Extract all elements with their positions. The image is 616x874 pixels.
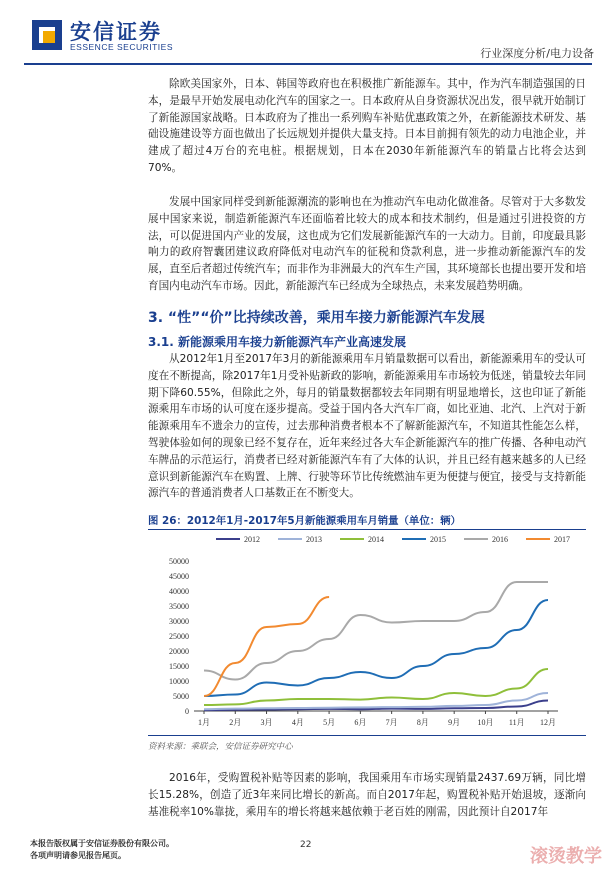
paragraph-developing: 发展中国家同样受到新能源潮流的影响也在为推动汽车电动化做准备。尽管对于大多数发展中国家来说，制造新能源汽车还面临着比较大的成本和技术制约，但是通过引进投资的方法，可以促进国内产业的发展，这也成为它们发展新能源汽车的一大动力。目前，印度最具影响力的政府智囊团建议政府降低对电动汽车的征税和贷款利息，进一步推动新能源汽车的发展，直至后者超过传统汽车；而非作为非洲最大的汽车生产国，其环境部长也提出要开发和培育国内电动汽车市场。因此，新能源汽车已经成为全球热点，未来发展趋势明确。 — [148, 196, 586, 292]
footer-line-2: 各项声明请参见报告尾页。 — [30, 851, 126, 860]
y-tick-label: 15000 — [169, 662, 189, 671]
series-line-2015 — [204, 600, 548, 696]
x-tick-label: 2月 — [229, 718, 242, 727]
figure-bottom-rule — [148, 735, 586, 736]
x-tick-label: 8月 — [416, 718, 429, 727]
x-tick-label: 12月 — [540, 718, 556, 727]
y-tick-label: 30000 — [169, 617, 189, 626]
y-tick-label: 40000 — [169, 587, 189, 596]
legend-label-2012: 2012 — [244, 535, 260, 544]
header-divider — [24, 63, 592, 65]
legend-label-2016: 2016 — [492, 535, 508, 544]
x-tick-label: 10月 — [477, 718, 494, 727]
page-number: 22 — [300, 840, 312, 850]
figure-title: 图 26：2012年1月-2017年5月新能源乘用车月销量（单位：辆） — [148, 515, 461, 527]
chart-legend — [216, 535, 570, 544]
sales-line-chart — [148, 531, 586, 733]
section-heading: 3. “性”“价”比持续改善，乘用车接力新能源汽车发展 — [148, 310, 485, 326]
x-tick-label: 3月 — [260, 718, 273, 727]
legend-label-2013: 2013 — [306, 535, 322, 544]
y-tick-label: 10000 — [169, 677, 189, 686]
brand-name-en: ESSENCE SECURITIES — [70, 42, 173, 52]
paragraph-sales: 从2012年1月至2017年3月的新能源乘用车月销量数据可以看出，新能源乘用车的受认可度在不断提高，除2017年1月受补贴新政的影响，新能源乘用车市场较为低迷，销量较去年同期下降60.55%，但除此之外，每月的销量数据都较去年同期有明显地增长，这也印证了新能源乘用车市场的认可度在逐步提高。受益于国内各大汽车厂商，如比亚迪、北汽、上汽对于新能源乘用车不遗余力的宣传，过去那种消费者根本不了解新能源汽车，不知道其性能怎么样，驾驶体验如何的现象已经不复存在，近年来经过各大车企新能源汽车的推广传播、各种电动汽车牌品的示范运行，消费者已经对新能源汽车有了大体的认识，并且已经有越来越多的人已经意识到新能源汽车在购置、上牌、行驶等环节比传统燃油车更为便捷与便宜，接受与支持新能源汽车的普通消费者人口基数正在不断变大。 — [148, 353, 586, 500]
y-tick-label: 5000 — [173, 692, 189, 701]
chart-series — [204, 582, 548, 710]
watermark: 滚烫教学 — [530, 846, 602, 867]
y-tick-label: 50000 — [169, 557, 189, 566]
report-type: 行业深度分析/电力设备 — [480, 47, 594, 60]
paragraph-japan: 除欧美国家外，日本、韩国等政府也在积极推广新能源车。其中，作为汽车制造强国的日本，是最早开始发展电动化汽车的国家之一。日本政府从自身资源状况出发，很早就开始制订了新能源国家战略。日本政府为了推出一系列购车补贴优惠政策之外，在新能源技术研发、基础设施建设等方面也做出了长远规划并提供大量支持。日本目前拥有领先的动力电池企业，并建成了超过4万台的充电桩。根据规划，日本在2030年新能源汽车的销量占比将会达到70%。 — [148, 78, 586, 174]
x-tick-label: 11月 — [508, 718, 525, 727]
brand-name: 安信证券 — [70, 20, 162, 44]
x-tick-label: 5月 — [323, 718, 336, 727]
y-tick-label: 20000 — [169, 647, 189, 656]
figure-top-rule — [148, 529, 586, 530]
x-tick-label: 4月 — [291, 718, 304, 727]
legend-label-2017: 2017 — [554, 535, 570, 544]
paragraph-2016: 2016年，受购置税补贴等因素的影响，我国乘用车市场实现销量2437.69万辆，同比增长15.28%，创造了近3年来同比增长的新高。而自2017年起，购置税补贴开始退坡，逐渐向基准税率10%靠拢，乘用车的增长将越来越依赖于老百姓的刚需，因此预计自2017年 — [148, 772, 586, 818]
legend-label-2015: 2015 — [430, 535, 446, 544]
x-tick-label: 1月 — [198, 718, 210, 727]
figure-source: 资料来源：乘联会，安信证券研究中心 — [148, 742, 293, 752]
y-tick-label: 25000 — [169, 632, 189, 641]
x-tick-label: 9月 — [448, 718, 461, 727]
x-axis — [198, 711, 556, 727]
subsection-heading: 3.1. 新能源乘用车接力新能源汽车产业高速发展 — [148, 335, 406, 349]
series-line-2016 — [204, 582, 548, 680]
footer-disclaimer — [30, 838, 174, 862]
legend-label-2014: 2014 — [368, 535, 384, 544]
y-tick-label: 0 — [185, 707, 189, 716]
logo-icon — [32, 20, 62, 50]
footer-line-1: 本报告版权属于安信证券股份有限公司。 — [30, 839, 174, 848]
y-tick-label: 35000 — [169, 602, 189, 611]
x-tick-label: 6月 — [354, 718, 367, 727]
x-tick-label: 7月 — [385, 718, 398, 727]
y-tick-label: 45000 — [169, 572, 189, 581]
